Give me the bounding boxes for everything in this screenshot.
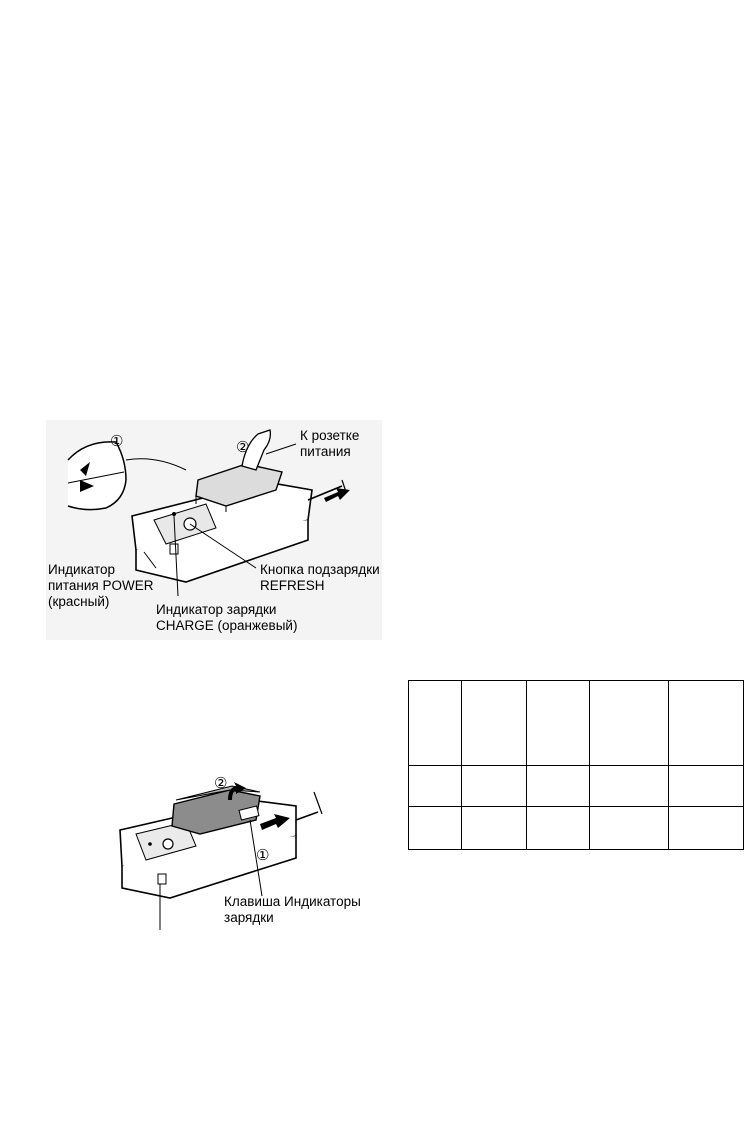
label-power-line3: (красный) <box>48 594 110 609</box>
table-row <box>409 766 744 807</box>
charge-led-icon <box>148 842 152 846</box>
side-switch-icon <box>158 874 166 884</box>
refresh-button-icon <box>163 839 173 849</box>
label-charge-line1: Индикатор зарядки <box>156 602 277 617</box>
table-cell <box>669 766 744 807</box>
label-power-line1: Индикатор <box>48 562 116 577</box>
table-cell <box>590 681 669 766</box>
table-cell <box>462 766 527 807</box>
charger-insert-diagram <box>46 420 382 640</box>
charger-remove-diagram <box>100 770 390 930</box>
label-refresh-line2: REFRESH <box>260 578 325 593</box>
table-cell <box>462 681 527 766</box>
table-cell <box>527 681 590 766</box>
table-cell <box>669 681 744 766</box>
table-row <box>409 807 744 850</box>
table-cell <box>409 766 462 807</box>
power-cord <box>296 812 318 820</box>
magnifier-circle <box>68 442 126 510</box>
label-refresh-line1: Кнопка подзарядки <box>260 562 380 577</box>
label-power-line2: питания POWER <box>48 578 154 593</box>
label-outlet-line2: питания <box>300 444 351 459</box>
label-key-line2: зарядки <box>224 910 274 925</box>
leader-outlet <box>266 444 296 454</box>
label-key-line1: Клавиша Индикаторы <box>224 894 361 909</box>
table-cell <box>669 807 744 850</box>
table-cell <box>462 807 527 850</box>
table-cell <box>527 807 590 850</box>
plug-direction-arrow-icon <box>324 488 350 502</box>
table-cell <box>590 807 669 850</box>
step-marker-1: ① <box>110 433 124 450</box>
table-cell <box>409 807 462 850</box>
empty-table <box>408 680 744 850</box>
table-cell <box>590 766 669 807</box>
step-marker-1: ① <box>256 847 270 864</box>
step-marker-2: ② <box>236 439 250 456</box>
table-row <box>409 681 744 766</box>
charge-led-icon <box>172 512 176 516</box>
magnifier-leader <box>126 459 186 470</box>
label-charge-line2: CHARGE (оранжевый) <box>156 618 298 633</box>
side-switch-icon <box>170 544 178 554</box>
table-cell <box>409 681 462 766</box>
step-marker-2: ② <box>214 775 228 792</box>
table-cell <box>527 766 590 807</box>
label-outlet-line1: К розетке <box>300 428 360 443</box>
